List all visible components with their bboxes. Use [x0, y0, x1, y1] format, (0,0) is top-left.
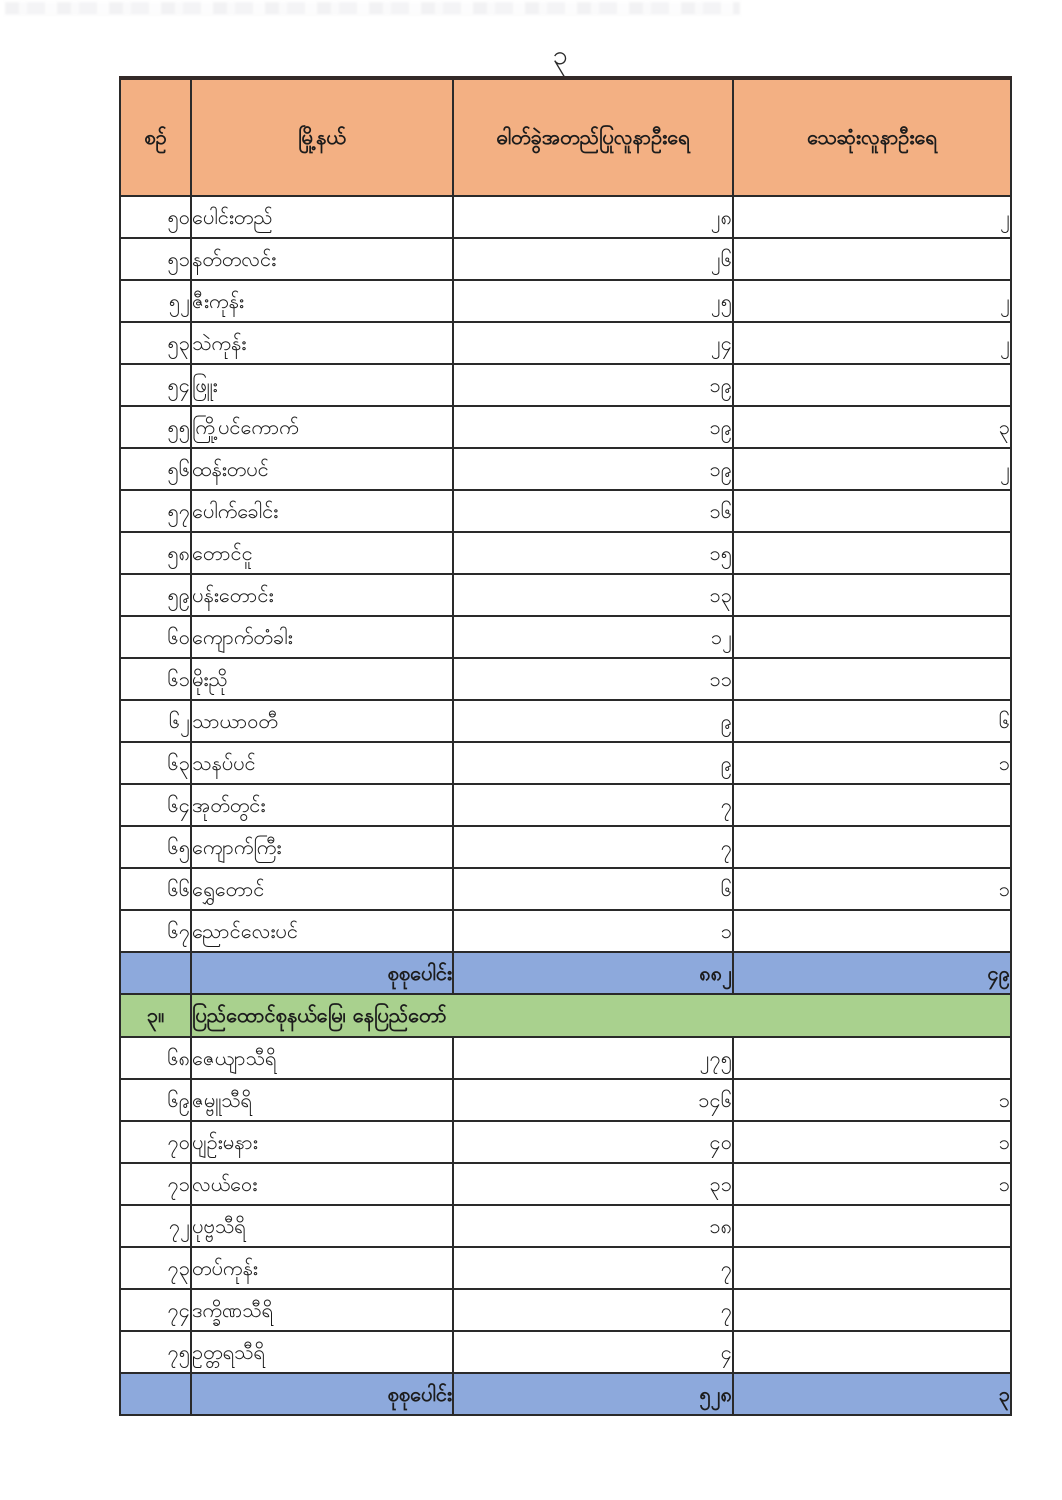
- cell-no: ၆၁: [120, 658, 191, 700]
- table-row: [120, 1079, 1011, 1121]
- section3-total-row: [120, 1373, 1011, 1415]
- table-row: [120, 1205, 1011, 1247]
- table-row: [120, 784, 1011, 826]
- cell-confirmed: ၁၁: [453, 658, 733, 700]
- table-row: [120, 532, 1011, 574]
- header-cell-confirmed: ဓါတ်ခွဲအတည်ပြုလူနာဦးရေ: [453, 78, 733, 196]
- section3-header-row: [120, 994, 1011, 1037]
- top-scan-artifact: [5, 2, 740, 15]
- cell-confirmed: ၁၅: [453, 532, 733, 574]
- cell-confirmed: ၁၆: [453, 490, 733, 532]
- cell-confirmed: ၆: [453, 868, 733, 910]
- total-confirmed: ၈၈၂: [453, 952, 733, 994]
- table-row: [120, 280, 1011, 322]
- cell-no: ၇၁: [120, 1163, 191, 1205]
- cell-no: ၆၀: [120, 616, 191, 658]
- cell-deaths: [733, 490, 1011, 532]
- table-row: [120, 196, 1011, 238]
- cell-deaths: [733, 826, 1011, 868]
- table-row: [120, 910, 1011, 952]
- table-row: [120, 1247, 1011, 1289]
- cell-confirmed: ၁၄၆: [453, 1079, 733, 1121]
- cell-deaths: ၆: [733, 700, 1011, 742]
- table-row: [120, 1037, 1011, 1079]
- cell-confirmed: ၂၄: [453, 322, 733, 364]
- total-confirmed: ၅၂၈: [453, 1373, 733, 1415]
- cell-deaths: ၁: [733, 1079, 1011, 1121]
- table-row: [120, 658, 1011, 700]
- total-label: စုစုပေါင်း: [191, 952, 453, 994]
- cell-deaths: [733, 658, 1011, 700]
- cell-township: တောင်ငူ: [191, 532, 453, 574]
- table-row: [120, 574, 1011, 616]
- cell-township: ဖြူး: [191, 364, 453, 406]
- header-cell-deaths: သေဆုံးလူနာဦးရေ: [733, 78, 1011, 196]
- cell-township: ရွှေတောင်: [191, 868, 453, 910]
- cell-no: ၆၆: [120, 868, 191, 910]
- cell-confirmed: ၉: [453, 700, 733, 742]
- cell-township: ပေါက်ခေါင်း: [191, 490, 453, 532]
- cell-township: ညောင်လေးပင်: [191, 910, 453, 952]
- table-row: [120, 448, 1011, 490]
- cell-no: ၅၉: [120, 574, 191, 616]
- cell-confirmed: ၂၇၅: [453, 1037, 733, 1079]
- cell-no: ၇၄: [120, 1289, 191, 1331]
- cell-deaths: [733, 1289, 1011, 1331]
- cell-deaths: [733, 616, 1011, 658]
- cell-confirmed: ၂၅: [453, 280, 733, 322]
- table-row: [120, 364, 1011, 406]
- section2-total-row: [120, 952, 1011, 994]
- cell-no: ၅၁: [120, 238, 191, 280]
- cell-deaths: ၂: [733, 196, 1011, 238]
- cell-confirmed: ၃၁: [453, 1163, 733, 1205]
- cell-confirmed: ၁၈: [453, 1205, 733, 1247]
- table-row: [120, 826, 1011, 868]
- cell-no: ၇၂: [120, 1205, 191, 1247]
- cell-township: အုတ်တွင်း: [191, 784, 453, 826]
- cell-deaths: [733, 238, 1011, 280]
- cell-deaths: [733, 784, 1011, 826]
- cell-no: ၇၃: [120, 1247, 191, 1289]
- cell-no: ၆၃: [120, 742, 191, 784]
- cell-township: ပုဗ္ဗသီရိ: [191, 1205, 453, 1247]
- table-row: [120, 1121, 1011, 1163]
- cell-confirmed: ၄၀: [453, 1121, 733, 1163]
- cell-township: ဒက္ခိဏသီရိ: [191, 1289, 453, 1331]
- cell-no: ၅၃: [120, 322, 191, 364]
- cell-deaths: [733, 1247, 1011, 1289]
- cell-deaths: ၂: [733, 448, 1011, 490]
- cell-township: ဇမ္ဗူသီရိ: [191, 1079, 453, 1121]
- cell-no: ၆၉: [120, 1079, 191, 1121]
- cell-no: ၅၈: [120, 532, 191, 574]
- table-row: [120, 322, 1011, 364]
- cell-confirmed: ၇: [453, 784, 733, 826]
- table-row: [120, 742, 1011, 784]
- table-row: [120, 1331, 1011, 1373]
- cell-confirmed: ၁၉: [453, 448, 733, 490]
- cell-deaths: ၁: [733, 1163, 1011, 1205]
- cell-deaths: ၂: [733, 322, 1011, 364]
- page-number: ၃: [552, 40, 568, 71]
- cell-township: တပ်ကုန်း: [191, 1247, 453, 1289]
- cell-deaths: [733, 1205, 1011, 1247]
- cell-confirmed: ၁: [453, 910, 733, 952]
- cell-deaths: ၁: [733, 742, 1011, 784]
- cell-no: ၅၀: [120, 196, 191, 238]
- cell-confirmed: ၇: [453, 1247, 733, 1289]
- cell-no: ၆၂: [120, 700, 191, 742]
- cell-deaths: ၁: [733, 868, 1011, 910]
- cell-township: လယ်ဝေး: [191, 1163, 453, 1205]
- cell-confirmed: ၁၉: [453, 364, 733, 406]
- total-empty-cell: [120, 952, 191, 994]
- table-row: [120, 238, 1011, 280]
- cell-deaths: [733, 1331, 1011, 1373]
- cell-confirmed: ၇: [453, 826, 733, 868]
- cell-deaths: [733, 532, 1011, 574]
- total-label: စုစုပေါင်း: [191, 1373, 453, 1415]
- table-row: [120, 490, 1011, 532]
- cell-no: ၇၅: [120, 1331, 191, 1373]
- table-row: [120, 616, 1011, 658]
- total-deaths: ၄၉: [733, 952, 1011, 994]
- table-row: [120, 700, 1011, 742]
- table-row: [120, 868, 1011, 910]
- cell-township: ကြို့ပင်ကောက်: [191, 406, 453, 448]
- header-row: [120, 78, 1011, 196]
- cell-deaths: ၂: [733, 280, 1011, 322]
- cell-no: ၅၆: [120, 448, 191, 490]
- table-row: [120, 406, 1011, 448]
- table-row: [120, 1289, 1011, 1331]
- cell-township: ကျောက်ကြီး: [191, 826, 453, 868]
- cell-no: ၆၅: [120, 826, 191, 868]
- cell-township: ထန်းတပင်: [191, 448, 453, 490]
- cell-township: နတ်တလင်း: [191, 238, 453, 280]
- township-case-table: [119, 76, 1012, 1416]
- header-cell-no: စဉ်: [120, 78, 191, 196]
- cell-no: ၆၄: [120, 784, 191, 826]
- cell-deaths: [733, 910, 1011, 952]
- section-number: ၃။: [120, 994, 191, 1037]
- cell-deaths: [733, 364, 1011, 406]
- cell-confirmed: ၂၆: [453, 238, 733, 280]
- cell-township: ဇီးကုန်း: [191, 280, 453, 322]
- cell-township: ဥတ္တရသီရိ: [191, 1331, 453, 1373]
- header-cell-township: မြို့နယ်: [191, 78, 453, 196]
- cell-township: သဲကုန်း: [191, 322, 453, 364]
- total-empty-cell: [120, 1373, 191, 1415]
- cell-confirmed: ၄: [453, 1331, 733, 1373]
- cell-no: ၅၇: [120, 490, 191, 532]
- cell-confirmed: ၇: [453, 1289, 733, 1331]
- section-title: ပြည်ထောင်စုနယ်မြေ၊ နေပြည်တော်: [191, 994, 1011, 1037]
- cell-confirmed: ၉: [453, 742, 733, 784]
- cell-township: မိုးညို: [191, 658, 453, 700]
- cell-no: ၆၇: [120, 910, 191, 952]
- cell-no: ၅၂: [120, 280, 191, 322]
- cell-confirmed: ၁၉: [453, 406, 733, 448]
- cell-township: ပန်းတောင်း: [191, 574, 453, 616]
- total-deaths: ၃: [733, 1373, 1011, 1415]
- cell-township: သာယာဝတီ: [191, 700, 453, 742]
- cell-township: သနပ်ပင်: [191, 742, 453, 784]
- cell-township: ကျောက်တံခါး: [191, 616, 453, 658]
- cell-deaths: [733, 574, 1011, 616]
- cell-no: ၇၀: [120, 1121, 191, 1163]
- cell-deaths: [733, 1037, 1011, 1079]
- cell-township: ပေါင်းတည်: [191, 196, 453, 238]
- cell-township: ပျဉ်းမနား: [191, 1121, 453, 1163]
- cell-confirmed: ၁၂: [453, 616, 733, 658]
- table-row: [120, 1163, 1011, 1205]
- cell-township: ဇေယျာသီရိ: [191, 1037, 453, 1079]
- cell-confirmed: ၁၃: [453, 574, 733, 616]
- cell-no: ၅၅: [120, 406, 191, 448]
- cell-deaths: ၃: [733, 406, 1011, 448]
- cell-no: ၅၄: [120, 364, 191, 406]
- cell-confirmed: ၂၈: [453, 196, 733, 238]
- cell-no: ၆၈: [120, 1037, 191, 1079]
- cell-deaths: ၁: [733, 1121, 1011, 1163]
